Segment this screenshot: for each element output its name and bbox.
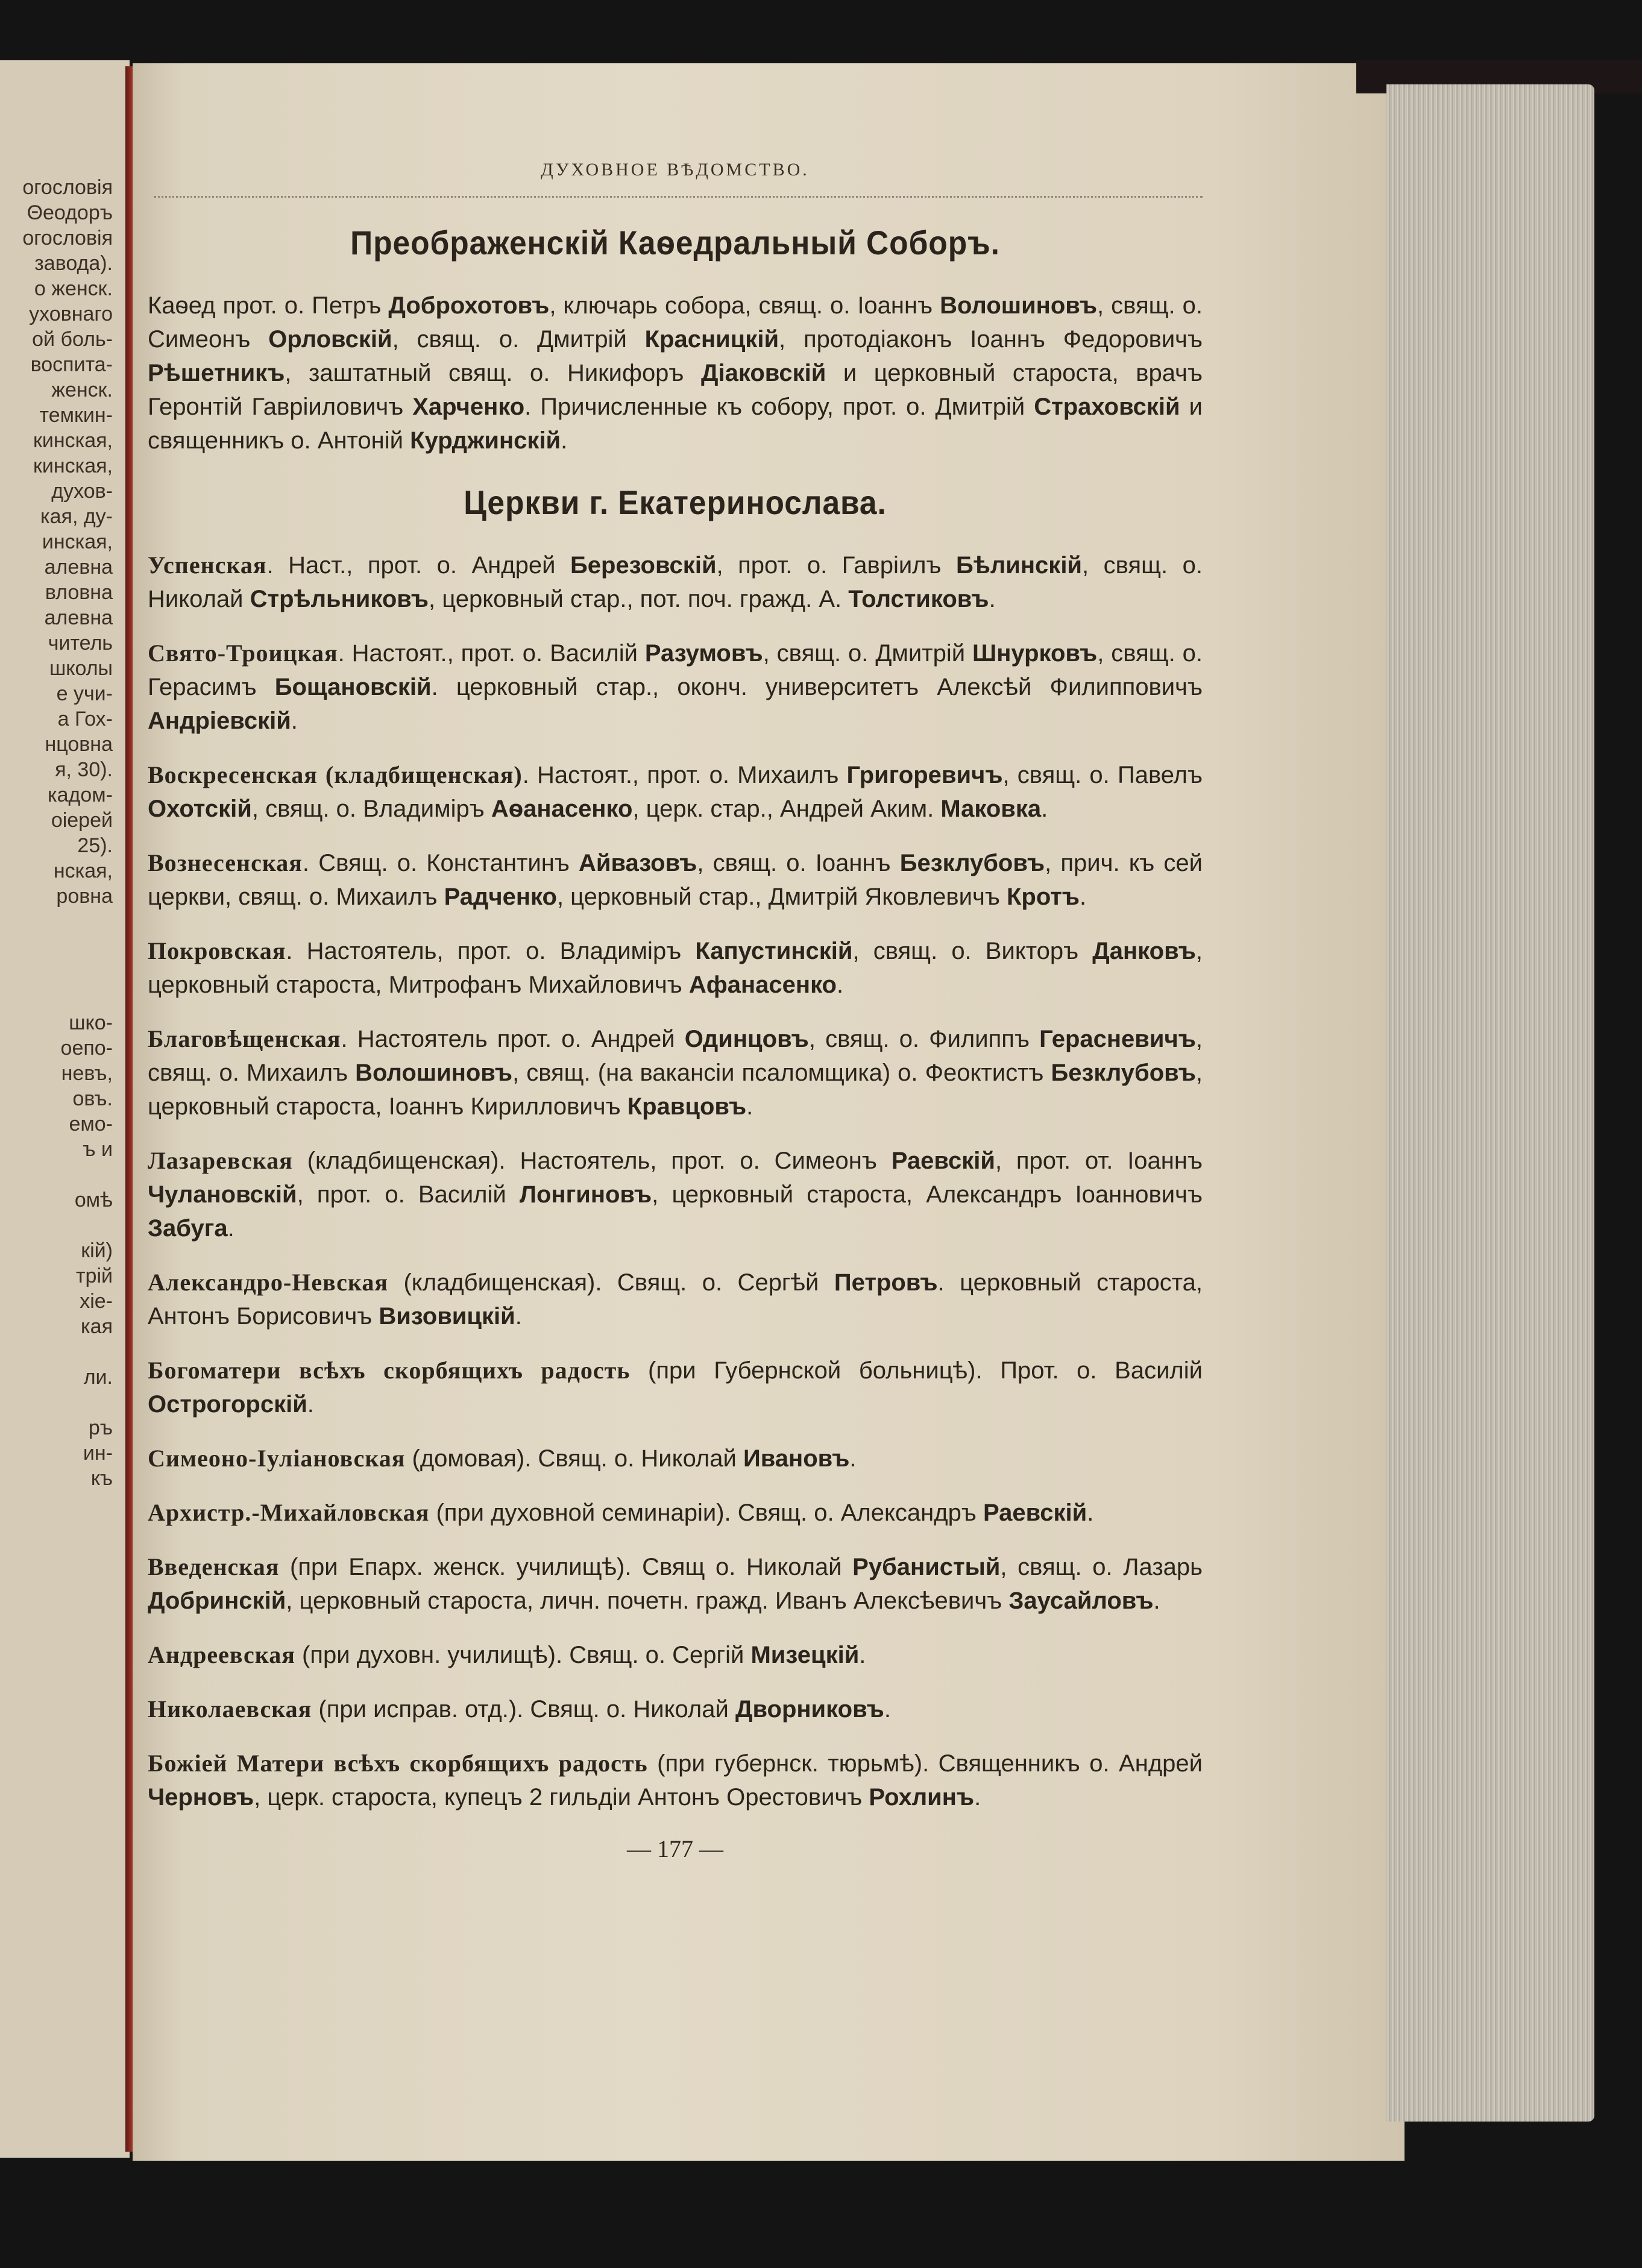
person-surname: Лонгиновъ bbox=[519, 1181, 652, 1208]
left-page-line: кая bbox=[81, 1315, 113, 1338]
person-surname: Бощановскій bbox=[274, 674, 432, 700]
person-surname: Капустинскій bbox=[695, 938, 853, 964]
left-page-line: Θеодоръ bbox=[27, 201, 113, 224]
section-title: Преображенскій Каѳедральный Соборъ. bbox=[350, 224, 1000, 262]
church-name: Симеоно-Іуліановская bbox=[148, 1445, 406, 1472]
left-page-line: темкин- bbox=[39, 404, 113, 427]
person-surname: Безклубовъ bbox=[899, 850, 1045, 876]
running-head: ДУХОВНОЕ ВѢДОМСТВО. bbox=[541, 160, 810, 180]
person-surname: Маковка bbox=[940, 796, 1042, 822]
left-page-line: женск. bbox=[51, 379, 113, 401]
person-surname: Григоревичъ bbox=[846, 762, 1003, 788]
left-page-line: ли. bbox=[83, 1366, 113, 1389]
church-name: Лазаревская bbox=[148, 1147, 293, 1174]
left-facing-page bbox=[0, 60, 130, 2158]
person-surname: Одинцовъ bbox=[684, 1026, 809, 1052]
left-page-line: читель bbox=[48, 632, 113, 655]
left-page-line: алевна bbox=[44, 606, 113, 629]
person-surname: Мизецкій bbox=[750, 1642, 860, 1668]
person-surname: Заусайловъ bbox=[1008, 1588, 1154, 1614]
left-page-line: о женск. bbox=[34, 277, 113, 300]
person-surname: Андріевскій bbox=[148, 708, 291, 734]
church-entry: Введенская (при Епарх. женск. училищѣ). Свящ о. Николай Рубанистый, свящ. о. Лазарь Добринскій, церковный староста, личн. почетн. гражд. Иванъ Алексѣевичъ Заусайловъ. bbox=[148, 1553, 1203, 1614]
person-surname: Страховскій bbox=[1034, 394, 1180, 420]
left-page-line: огословія bbox=[22, 227, 113, 250]
left-page-line: 25). bbox=[77, 834, 113, 857]
church-entry: Богоматери всѣхъ скорбящихъ радость (при Губернской больницѣ). Прот. о. Василій Острогорскій. bbox=[148, 1357, 1203, 1418]
church-entry: Успенская. Наст., прот. о. Андрей Березовскій, прот. о. Гавріилъ Бѣлинскій, свящ. о. Николай Стрѣльниковъ, церковный стар., пот. поч. гражд. А. Толстиковъ. bbox=[148, 551, 1203, 612]
left-page-line: оіерей bbox=[51, 809, 113, 832]
church-entry: Симеоно-Іуліановская (домовая). Свящ. о. Николай Ивановъ. bbox=[148, 1445, 857, 1472]
person-surname: Безклубовъ bbox=[1051, 1060, 1196, 1086]
person-surname: Дворниковъ bbox=[735, 1696, 884, 1723]
person-surname: Волошиновъ bbox=[940, 292, 1098, 319]
left-page-line: хіе- bbox=[80, 1290, 113, 1313]
person-surname: Курджинскій bbox=[410, 427, 561, 454]
person-surname: Кротъ bbox=[1006, 884, 1080, 910]
page-block-edges bbox=[1386, 84, 1594, 2122]
person-surname: Орловскій bbox=[268, 326, 392, 353]
church-name: Введенская bbox=[148, 1553, 280, 1580]
church-name: Андреевская bbox=[148, 1641, 295, 1668]
person-surname: Острогорскій bbox=[148, 1391, 307, 1418]
person-surname: Герасневичъ bbox=[1039, 1026, 1196, 1052]
left-page-line: кая, ду- bbox=[40, 505, 113, 528]
sections-container bbox=[148, 223, 1203, 1814]
church-entry: Вознесенская. Свящ. о. Константинъ Айвазовъ, свящ. о. Іоаннъ Безклубовъ, прич. къ сей церкви, свящ. о. Михаилъ Радченко, церковный стар., Дмитрій Яковлевичъ Кротъ. bbox=[148, 849, 1203, 910]
church-entry: Андреевская (при духовн. училищѣ). Свящ. о. Сергій Мизецкій. bbox=[148, 1641, 866, 1668]
person-surname: Афанасенко bbox=[688, 972, 837, 998]
left-page-line: вловна bbox=[45, 581, 113, 604]
left-page-line: ин- bbox=[83, 1442, 113, 1465]
left-page-line bbox=[0, 960, 113, 985]
left-page-line bbox=[0, 1213, 113, 1238]
header-rule bbox=[154, 196, 1203, 198]
left-page-line: овъ. bbox=[72, 1087, 113, 1110]
page-number: — 177 — bbox=[627, 1835, 723, 1862]
left-page-line: завода). bbox=[34, 252, 113, 275]
church-entry: Николаевская (при исправ. отд.). Свящ. о. Николай Дворниковъ. bbox=[148, 1695, 891, 1723]
church-entry: Свято-Троицкая. Настоят., прот. о. Василій Разумовъ, свящ. о. Дмитрій Шнурковъ, свящ. о. Герасимъ Бощановскій. церковный стар., оконч. университетъ Алексѣй Филипповичъ Андріевскій. bbox=[148, 639, 1203, 734]
person-surname: Визовицкій bbox=[379, 1303, 515, 1330]
church-name: Свято-Троицкая bbox=[148, 639, 338, 667]
left-page-line bbox=[0, 1162, 113, 1187]
church-entry: Лазаревская (кладбищенская). Настоятель, прот. о. Симеонъ Раевскій, прот. от. Іоаннъ Чулановскій, прот. о. Василій Лонгиновъ, церковный староста, Александръ Іоанновичъ Забуга. bbox=[148, 1147, 1203, 1242]
left-page-text-fragments bbox=[0, 175, 113, 1491]
person-surname: Охотскій bbox=[148, 796, 252, 822]
person-surname: Ивановъ bbox=[743, 1445, 850, 1472]
left-page-line: духов- bbox=[51, 480, 113, 503]
church-entry: Воскресенская (кладбищенская). Настоят., прот. о. Михаилъ Григоревичъ, свящ. о. Павелъ Охотскій, свящ. о. Владиміръ Аѳанасенко, церк. стар., Андрей Аким. Маковка. bbox=[148, 761, 1203, 822]
left-page-line: емо- bbox=[69, 1113, 113, 1136]
page-content bbox=[148, 160, 1203, 1863]
person-surname: Кравцовъ bbox=[627, 1093, 747, 1120]
left-page-line: трій bbox=[75, 1264, 113, 1287]
left-page-line bbox=[0, 909, 113, 934]
left-page-line: омѣ bbox=[74, 1189, 113, 1211]
left-page-line: воспита- bbox=[30, 353, 113, 376]
church-entry: Покровская. Настоятель, прот. о. Владиміръ Капустинскій, свящ. о. Викторъ Данковъ, церковный староста, Митрофанъ Михайловичъ Афанасенко. bbox=[148, 937, 1203, 998]
left-page-line: кинская, bbox=[33, 429, 113, 452]
left-page-line: ръ bbox=[88, 1416, 113, 1439]
person-surname: Данковъ bbox=[1092, 938, 1196, 964]
left-page-line bbox=[0, 1390, 113, 1415]
person-surname: Діаковскій bbox=[700, 360, 826, 386]
church-name: Архистр.-Михайловская bbox=[148, 1499, 430, 1526]
left-page-line bbox=[0, 934, 113, 960]
left-page-line: алевна bbox=[44, 556, 113, 579]
left-page-line: нцовна bbox=[45, 733, 113, 756]
church-name: Николаевская bbox=[148, 1695, 312, 1723]
left-page-line: къ bbox=[90, 1467, 113, 1490]
left-page-line bbox=[0, 1339, 113, 1365]
person-surname: Добринскій bbox=[148, 1588, 286, 1614]
person-surname: Бѣлинскій bbox=[956, 552, 1083, 579]
person-surname: Березовскій bbox=[570, 552, 717, 579]
person-surname: Раевскій bbox=[983, 1500, 1087, 1526]
person-surname: Доброхотовъ bbox=[388, 292, 550, 319]
left-page-line: е учи- bbox=[56, 682, 113, 705]
left-page-line: школы bbox=[49, 657, 113, 680]
left-page-line: кадом- bbox=[48, 784, 113, 806]
left-page-line: а Гох- bbox=[57, 708, 113, 730]
left-page-line: инская, bbox=[42, 530, 113, 553]
left-page-line: кинская, bbox=[33, 454, 113, 477]
church-name: Божіей Матери всѣхъ скорбящихъ радость bbox=[148, 1750, 648, 1777]
left-page-line: я, 30). bbox=[55, 758, 113, 781]
person-surname: Рубанистый bbox=[852, 1554, 1001, 1580]
person-surname: Чулановскій bbox=[148, 1181, 297, 1208]
church-name: Благовѣщенская bbox=[148, 1025, 341, 1052]
church-name: Вознесенская bbox=[148, 849, 303, 876]
person-surname: Айвазовъ bbox=[578, 850, 697, 876]
church-name: Успенская bbox=[148, 551, 267, 579]
person-surname: Радченко bbox=[444, 884, 557, 910]
left-page-line bbox=[0, 985, 113, 1010]
person-surname: Шнурковъ bbox=[972, 640, 1098, 667]
left-page-line: кій) bbox=[81, 1239, 113, 1262]
person-surname: Аѳанасенко bbox=[491, 796, 633, 822]
left-page-line: нская, bbox=[53, 859, 113, 882]
church-entry: Благовѣщенская. Настоятель прот. о. Андрей Одинцовъ, свящ. о. Филиппъ Герасневичъ, свящ. о. Михаилъ Волошиновъ, свящ. (на вакансіи псаломщика) о. Феоктистъ Безклубовъ, церковный староста, Іоаннъ Кирилловичъ Кравцовъ. bbox=[148, 1025, 1203, 1120]
person-surname: Раевскій bbox=[891, 1148, 995, 1174]
person-surname: Харченко bbox=[412, 394, 525, 420]
person-surname: Волошиновъ bbox=[355, 1060, 513, 1086]
person-surname: Толстиковъ bbox=[848, 586, 989, 612]
left-page-line: невъ, bbox=[61, 1062, 113, 1085]
church-name: Богоматери всѣхъ скорбящихъ радость bbox=[148, 1357, 631, 1384]
left-page-line: ровна bbox=[56, 885, 113, 908]
church-name: Покровская bbox=[148, 937, 286, 964]
left-page-line: огословія bbox=[22, 176, 113, 199]
church-entry: Архистр.-Михайловская (при духовной семинаріи). Свящ. о. Александръ Раевскій. bbox=[148, 1499, 1094, 1526]
left-page-line: шко- bbox=[69, 1011, 113, 1034]
church-name: Александро-Невская bbox=[148, 1269, 389, 1296]
person-surname: Рохлинъ bbox=[869, 1784, 975, 1811]
person-surname: Забуга bbox=[148, 1215, 228, 1242]
church-name: Воскресенская (кладбищенская) bbox=[148, 761, 523, 788]
person-surname: Стрѣльниковъ bbox=[250, 586, 429, 612]
person-surname: Рѣшетникъ bbox=[148, 360, 285, 386]
left-page-line: оепо- bbox=[60, 1037, 113, 1060]
left-page-line: ъ и bbox=[83, 1138, 113, 1161]
left-page-line: уховнаго bbox=[29, 303, 113, 325]
church-entry: Каѳед прот. о. Петръ Доброхотовъ, ключарь собора, свящ. о. Іоаннъ Волошиновъ, свящ. о. Симеонъ Орловскій, свящ. о. Дмитрій Красницкій, протодіаконъ Іоаннъ Федоровичъ Рѣшетникъ, заштатный свящ. о. Никифоръ Діаковскій и церковный староста, врачъ Геронтій Гавріиловичъ Харченко. Причисленные къ собору, прот. о. Дмитрій Страховскій и священникъ о. Антоній Курджинскій. bbox=[148, 292, 1203, 454]
person-surname: Петровъ bbox=[834, 1269, 938, 1296]
person-surname: Разумовъ bbox=[644, 640, 763, 667]
church-entry: Александро-Невская (кладбищенская). Свящ. о. Сергѣй Петровъ. церковный староста, Антонъ Борисовичъ Визовицкій. bbox=[148, 1269, 1203, 1330]
church-entry: Божіей Матери всѣхъ скорбящихъ радость (при губернск. тюрьмѣ). Священникъ о. Андрей Черновъ, церк. староста, купецъ 2 гильдіи Антонъ Орестовичъ Рохлинъ. bbox=[148, 1750, 1203, 1811]
section-title: Церкви г. Екатеринослава. bbox=[464, 483, 887, 521]
person-surname: Черновъ bbox=[148, 1784, 254, 1811]
person-surname: Красницкій bbox=[644, 326, 779, 353]
left-page-line: ой боль- bbox=[32, 328, 113, 351]
